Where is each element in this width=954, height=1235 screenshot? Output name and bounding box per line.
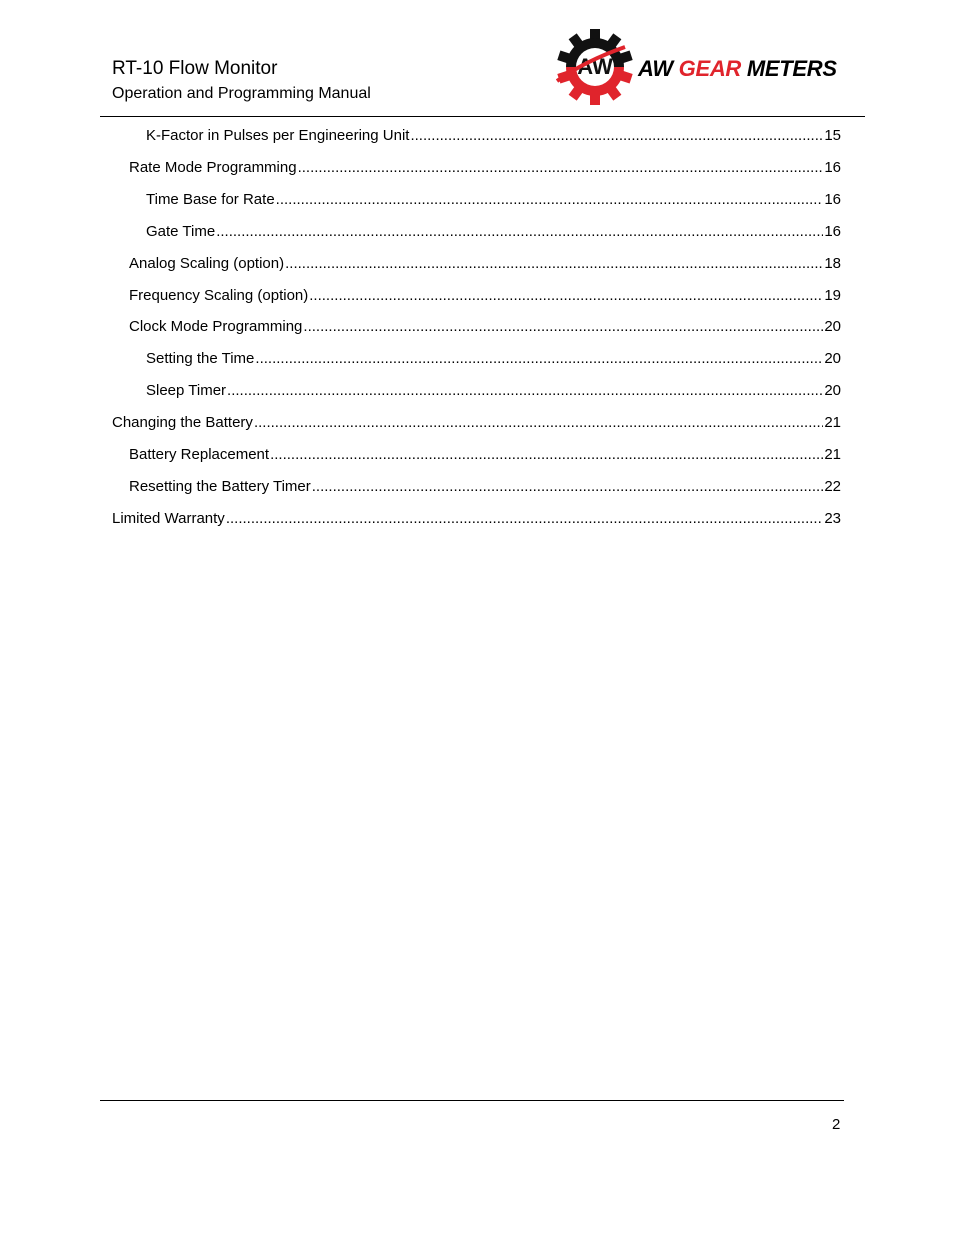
toc-leader-dots xyxy=(270,445,823,465)
toc-entry[interactable] xyxy=(146,222,841,242)
toc-leader-dots xyxy=(276,190,824,210)
toc-entry-label: Analog Scaling (option) xyxy=(129,254,285,272)
toc-entry-page: 18 xyxy=(824,254,841,272)
footer-divider xyxy=(100,1100,844,1101)
toc-entry[interactable] xyxy=(129,477,841,497)
toc-entry[interactable] xyxy=(129,254,841,274)
toc-entry-page: 16 xyxy=(824,190,841,208)
toc-entry-page: 20 xyxy=(824,350,841,368)
toc-entry[interactable] xyxy=(146,126,841,146)
toc-entry[interactable] xyxy=(146,349,841,369)
toc-entry-page: 16 xyxy=(824,158,841,176)
toc-entry[interactable] xyxy=(129,445,841,465)
toc-entry[interactable] xyxy=(112,413,841,433)
toc-leader-dots xyxy=(312,477,824,497)
toc-entry-label: Resetting the Battery Timer xyxy=(129,477,311,495)
toc-leader-dots xyxy=(298,158,824,178)
logo-text-meters: METERS xyxy=(746,56,837,81)
document-title: RT-10 Flow Monitor xyxy=(112,58,278,79)
toc-entry[interactable] xyxy=(112,509,841,529)
toc-leader-dots xyxy=(254,413,823,433)
toc-entry-label: Changing the Battery xyxy=(112,414,253,432)
toc-entry-label: Battery Replacement xyxy=(129,446,270,463)
toc-entry-page: 15 xyxy=(824,127,841,144)
gear-aw-logo-icon xyxy=(556,28,634,106)
toc-entry-label: Rate Mode Programming xyxy=(129,158,297,176)
toc-entry-page: 20 xyxy=(824,318,841,336)
toc-leader-dots xyxy=(227,381,823,401)
toc-entry-page: 19 xyxy=(824,286,841,304)
toc-entry-page: 22 xyxy=(824,477,841,495)
toc-entry-label: Setting the Time xyxy=(146,350,255,368)
toc-leader-dots xyxy=(303,317,823,337)
toc-leader-dots xyxy=(309,286,823,306)
toc-leader-dots xyxy=(216,222,823,242)
toc-entry-label: Clock Mode Programming xyxy=(129,318,303,336)
toc-entry-page: 20 xyxy=(824,382,841,400)
toc-entry-page: 21 xyxy=(824,414,841,432)
document-subtitle: Operation and Programming Manual xyxy=(112,85,371,102)
toc-entry[interactable] xyxy=(129,158,841,178)
toc-entry[interactable] xyxy=(129,286,841,306)
header-divider xyxy=(100,116,865,117)
toc-entry[interactable] xyxy=(146,190,841,210)
toc-entry-label: Sleep Timer xyxy=(146,382,227,400)
toc-leader-dots xyxy=(255,349,823,369)
toc-leader-dots xyxy=(226,509,824,529)
svg-text:AW: AW xyxy=(577,54,613,79)
toc-entry-label: Limited Warranty xyxy=(112,509,225,527)
toc-entry-page: 21 xyxy=(824,446,841,463)
company-name xyxy=(638,56,837,82)
toc-leader-dots xyxy=(410,126,823,146)
toc-entry[interactable] xyxy=(129,317,841,337)
toc-entry[interactable] xyxy=(146,381,841,401)
toc-entry-label: K-Factor in Pulses per Engineering Unit xyxy=(146,127,410,144)
toc-entry-label: Gate Time xyxy=(146,222,216,240)
logo-text-aw: AW xyxy=(638,56,673,81)
logo-text-gear: GEAR xyxy=(678,56,742,81)
toc-entry-label: Time Base for Rate xyxy=(146,190,275,208)
page-number: 2 xyxy=(832,1116,841,1133)
toc-entry-page: 16 xyxy=(824,222,841,240)
toc-entry-page: 23 xyxy=(824,509,841,527)
toc-entry-label: Frequency Scaling (option) xyxy=(129,286,309,304)
toc-leader-dots xyxy=(285,254,823,274)
company-logo xyxy=(556,28,846,108)
